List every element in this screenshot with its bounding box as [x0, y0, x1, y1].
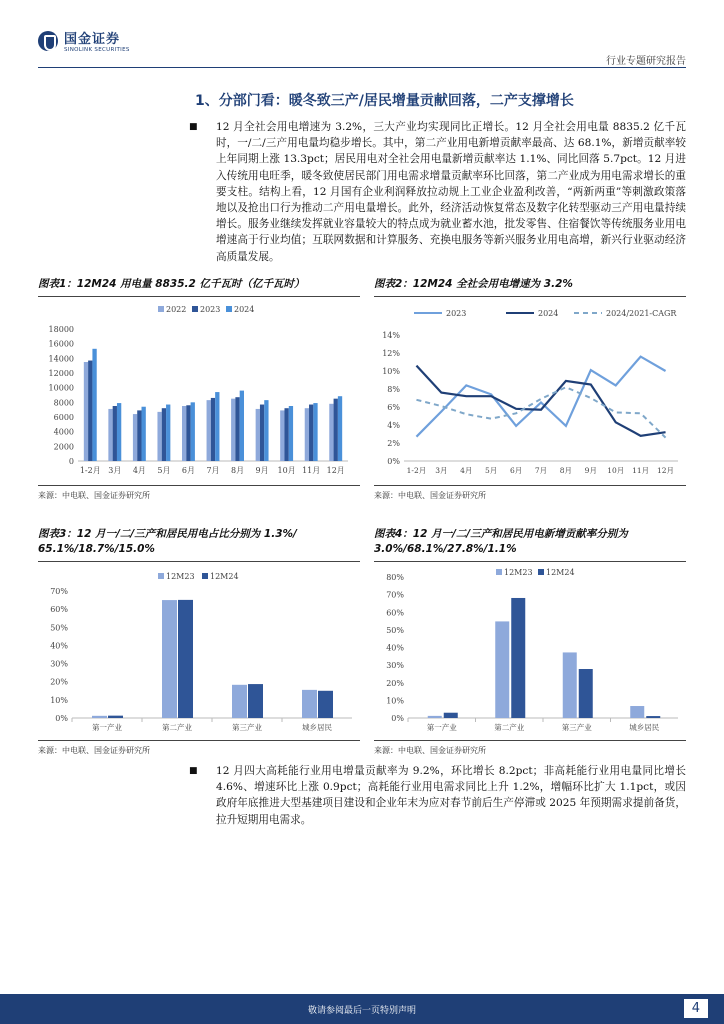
y-tick-label: 20% [50, 677, 68, 687]
x-tick-label: 第三产业 [232, 723, 262, 732]
bar-12M23 [495, 621, 509, 718]
y-tick-label: 4% [387, 421, 400, 430]
y-tick-label: 30% [50, 659, 68, 669]
paragraph-2: 12 月四大高耗能行业用电增量贡献率为 9.2%，环比增长 8.2pct；非高耗能行业用电量同比增长 4.6%、增速环比上涨 0.9pct；高耗能行业用电需求同比上升 1.2%，增幅环比扩大 1.1pct，或因政府年底推进大型基建项目建设和企业年末为应对春节前后生产停滞或 2025 年预期需求提前备货，拉升短期用电需求。 [216, 765, 686, 826]
bar-12M24 [646, 716, 660, 718]
y-tick-label: 4000 [53, 427, 74, 437]
bar-2023 [284, 408, 288, 461]
company-logo [38, 28, 130, 53]
series-line-2024 [416, 366, 665, 436]
x-tick-label: 3月 [435, 466, 448, 475]
fig2-source: 来源：中电联、国金证券研究所 [374, 491, 486, 500]
legend-label: 12M24 [546, 568, 575, 577]
y-tick-label: 2000 [53, 442, 74, 452]
y-tick-label: 8% [387, 385, 400, 394]
legend-label: 2022 [166, 305, 187, 314]
y-tick-label: 0% [55, 714, 68, 723]
bar-2024 [338, 396, 342, 461]
fig1-source: 来源：中电联、国金证券研究所 [38, 491, 150, 500]
x-tick-label: 8月 [230, 466, 245, 475]
x-tick-label: 城乡居民 [629, 723, 660, 732]
fig3-chart [38, 563, 360, 739]
bar-12M23 [630, 706, 644, 718]
bar-12M24 [108, 716, 123, 718]
logo-cn: 国金证券 [64, 32, 121, 47]
fig4-chart [374, 563, 686, 739]
fig2-title: 图表2：12M24 全社会用电增速为 3.2% [374, 278, 573, 290]
fig3-title-line2: 65.1%/18.7%/15.0% [38, 543, 155, 555]
y-tick-label: 14% [382, 331, 400, 340]
bar-2024 [215, 392, 219, 461]
fig4-title-line1: 图表4：12 月一/二/三产和居民用电新增贡献率分别为 [374, 528, 628, 540]
y-tick-label: 70% [50, 587, 68, 596]
y-tick-label: 6000 [53, 413, 74, 422]
bar-2023 [309, 405, 313, 461]
fig3-title [38, 527, 297, 557]
bar-2024 [142, 407, 146, 461]
y-tick-label: 12000 [48, 369, 74, 378]
bar-2024 [264, 400, 268, 461]
y-tick-label: 10000 [48, 383, 74, 393]
bar-2024 [191, 402, 195, 461]
legend-swatch-12M23 [158, 573, 164, 579]
bar-2023 [137, 410, 141, 461]
x-tick-label: 9月 [255, 466, 269, 475]
fig3-bottom-rule [38, 740, 360, 741]
bar-12M23 [232, 685, 247, 718]
legend-swatch-2022 [158, 306, 164, 312]
fig4-title [374, 527, 628, 557]
x-tick-label: 5月 [157, 466, 171, 475]
bar-2024 [289, 406, 293, 461]
y-tick-label: 0 [68, 457, 74, 466]
bar-12M23 [302, 690, 317, 718]
x-tick-label: 第三产业 [561, 723, 592, 732]
bar-12M23 [563, 652, 577, 718]
legend-swatch-2024 [226, 306, 232, 312]
fig1-chart [38, 298, 360, 484]
x-tick-label: 12月 [326, 466, 345, 475]
legend-label: 2023 [200, 305, 221, 314]
y-tick-label: 40% [386, 643, 404, 653]
bar-12M23 [428, 716, 442, 718]
page-number: 4 [684, 999, 708, 1018]
x-tick-label: 4月 [132, 466, 146, 475]
x-tick-label: 4月 [460, 466, 473, 475]
y-tick-label: 80% [386, 573, 404, 582]
bar-2022 [108, 409, 112, 461]
fig3-title-line1: 图表3：12 月一/二/三产和居民用电占比分别为 1.3%/ [38, 528, 297, 540]
y-tick-label: 70% [386, 590, 404, 600]
bar-2022 [182, 406, 186, 461]
bar-2022 [256, 409, 260, 461]
y-tick-label: 30% [386, 661, 404, 671]
x-tick-label: 1-2月 [406, 466, 427, 475]
bar-2023 [88, 361, 92, 461]
legend-label: 2024/2021-CAGR [606, 309, 677, 318]
x-tick-label: 第一产业 [426, 723, 457, 732]
y-tick-label: 16000 [48, 339, 74, 349]
bar-2023 [162, 408, 166, 461]
fig2-chart [374, 298, 686, 484]
y-tick-label: 6% [387, 403, 400, 412]
bullet-icon: ■ [189, 122, 198, 132]
x-tick-label: 1-2月 [79, 466, 101, 475]
fig3-source: 来源：中电联、国金证券研究所 [38, 746, 150, 755]
fig1-rule [38, 296, 360, 297]
header-divider [38, 67, 686, 68]
bar-2023 [186, 405, 190, 461]
y-tick-label: 18000 [48, 325, 74, 334]
bar-2022 [231, 399, 235, 461]
y-tick-label: 40% [50, 641, 68, 651]
x-tick-label: 3月 [108, 466, 122, 475]
bar-12M23 [162, 600, 177, 718]
y-tick-label: 10% [386, 696, 404, 706]
legend-label: 12M23 [166, 572, 195, 581]
logo-icon [38, 31, 58, 51]
x-tick-label: 7月 [206, 466, 220, 475]
fig4-title-line2: 3.0%/68.1%/27.8%/1.1% [374, 543, 517, 555]
bar-2022 [157, 412, 161, 461]
bar-2024 [92, 349, 96, 461]
x-tick-label: 10月 [277, 466, 296, 475]
legend-label: 12M23 [504, 568, 533, 577]
x-tick-label: 10月 [607, 466, 625, 475]
bar-12M24 [318, 691, 333, 718]
bar-2023 [113, 406, 117, 461]
series-line-2023 [416, 357, 665, 437]
bar-12M23 [92, 716, 107, 718]
page-footer [0, 994, 724, 1024]
y-tick-label: 10% [382, 367, 400, 376]
legend-swatch-12M24 [202, 573, 208, 579]
bar-2024 [166, 405, 170, 461]
y-tick-label: 2% [387, 439, 400, 448]
x-tick-label: 7月 [534, 466, 548, 475]
bar-2023 [235, 397, 239, 461]
y-tick-label: 10% [50, 695, 68, 705]
page-header [0, 0, 724, 67]
x-tick-label: 6月 [509, 466, 523, 475]
bar-2022 [133, 414, 137, 461]
y-tick-label: 60% [50, 605, 68, 615]
bar-2022 [305, 408, 309, 461]
fig3-rule [38, 561, 360, 562]
fig1-title: 图表1：12M24 用电量 8835.2 亿千瓦时（亿千瓦时） [38, 278, 305, 290]
bar-12M24 [178, 600, 193, 718]
bar-2022 [280, 410, 284, 461]
bar-2022 [84, 362, 88, 461]
x-tick-label: 第一产业 [92, 723, 122, 732]
bar-2023 [334, 399, 338, 461]
legend-label: 12M24 [210, 572, 239, 581]
legend-swatch-12M24 [538, 569, 544, 575]
x-tick-label: 12月 [657, 466, 675, 475]
x-tick-label: 5月 [485, 466, 498, 475]
y-tick-label: 50% [50, 623, 68, 633]
bar-12M24 [579, 669, 593, 718]
bar-2023 [211, 398, 215, 461]
bar-2022 [207, 400, 211, 461]
fig1-bottom-rule [38, 485, 360, 486]
logo-en: SINOLINK SECURITIES [64, 47, 130, 53]
x-tick-label: 11月 [632, 466, 650, 475]
y-tick-label: 60% [386, 608, 404, 618]
legend-label: 2024 [538, 309, 559, 318]
bar-2024 [240, 391, 244, 461]
report-type: 行业专题研究报告 [606, 56, 686, 67]
x-tick-label: 11月 [302, 466, 321, 475]
legend-swatch-12M23 [496, 569, 502, 575]
y-tick-label: 50% [386, 625, 404, 635]
bar-12M24 [248, 684, 263, 718]
section-title: 1、分部门看：暖冬致三产/居民增量贡献回落，二产支撑增长 [195, 93, 574, 109]
x-tick-label: 9月 [584, 466, 597, 475]
legend-label: 2023 [446, 309, 467, 318]
y-tick-label: 20% [386, 678, 404, 688]
bar-2022 [329, 404, 333, 461]
bar-2024 [313, 403, 317, 461]
fig4-rule [374, 561, 686, 562]
x-tick-label: 城乡居民 [302, 723, 332, 732]
bar-12M24 [511, 598, 525, 718]
x-tick-label: 第二产业 [162, 723, 192, 732]
y-tick-label: 12% [382, 349, 400, 358]
footer-disclaimer: 敬请参阅最后一页特别声明 [307, 1006, 416, 1016]
bullet-icon: ■ [189, 766, 198, 776]
legend-label: 2024 [234, 305, 255, 314]
x-tick-label: 6月 [181, 466, 196, 475]
bar-2023 [260, 405, 264, 461]
y-tick-label: 0% [387, 457, 400, 466]
x-tick-label: 8月 [559, 466, 573, 475]
y-tick-label: 8000 [53, 398, 74, 408]
fig4-bottom-rule [374, 740, 686, 741]
legend-swatch-2023 [192, 306, 198, 312]
y-tick-label: 0% [391, 714, 404, 723]
bar-2024 [117, 403, 121, 461]
fig2-rule [374, 296, 686, 297]
paragraph-1: 12 月全社会用电增速为 3.2%，三大产业均实现同比正增长。12 月全社会用电量 8835.2 亿千瓦时，一/二/三产用电量均稳步增长。其中，第二产业用电新增贡献率最高、达 68.1%，新增贡献率较上年同期上涨 13.3pct；居民用电对全社会用电量新增贡献率达 1.1%、同比回落 5.7pct。12 月进入传统用电旺季，暖冬致使居民部门用电需求增量贡献率环比回落，第二产业成为用电需求增长的重要支柱。结构上看，12 月国有企业利润释放拉动规上工业企业盈利改善，“两新两重”等刺激政策落地以及抢出口行为推动二产用电量增长。此外，经济活动恢复常态及数字化转型驱动三产用电量持续增长。服务业继续发挥就业容量较大的特点成为就业蓄水池，批发零售、住宿餐饮等传统服务业用电增速高于行业均值；互联网数据和计算服务、充换电服务等新兴服务业用电高增，新兴行业驱动经济高质量发展。 [216, 121, 686, 263]
y-tick-label: 14000 [48, 354, 74, 364]
fig4-source: 来源：中电联、国金证券研究所 [374, 746, 486, 755]
x-tick-label: 第二产业 [494, 723, 525, 732]
fig2-bottom-rule [374, 485, 686, 486]
bar-12M24 [444, 713, 458, 718]
